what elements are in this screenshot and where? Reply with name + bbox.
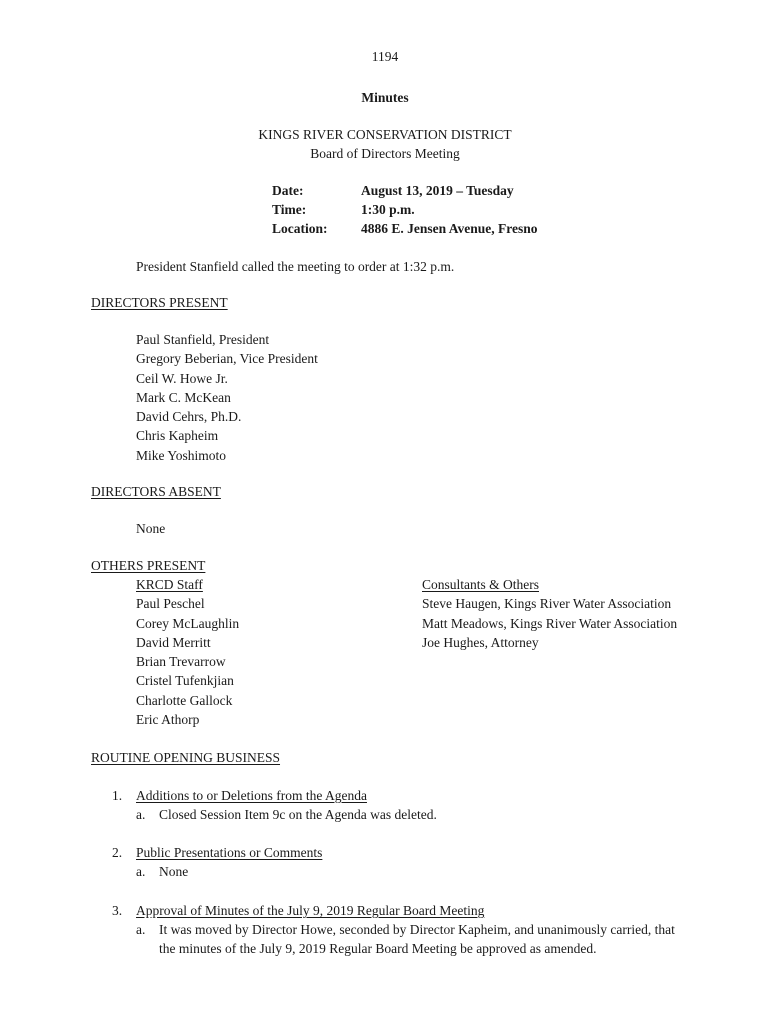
list-item: Paul Stanfield, President: [136, 332, 270, 347]
krcd-staff-list: [136, 575, 239, 729]
krcd-staff-heading: KRCD Staff: [136, 577, 203, 592]
others-present-heading: OTHERS PRESENT: [91, 558, 206, 573]
sub-item-letter: a.: [136, 922, 146, 937]
call-to-order: President Stanfield called the meeting to order at 1:32 p.m.: [136, 259, 455, 274]
list-item: None: [136, 521, 166, 536]
directors-present-list: [136, 330, 318, 465]
list-item: Joe Hughes, Attorney: [422, 634, 539, 650]
list-item: Ceil W. Howe Jr.: [136, 370, 228, 386]
list-item: Gregory Beberian, Vice President: [136, 351, 318, 367]
list-item: Mike Yoshimoto: [136, 447, 227, 463]
location-value: 4886 E. Jensen Avenue, Fresno: [361, 221, 538, 236]
list-item: Cristel Tufenkjian: [136, 673, 234, 689]
item-title: Additions to or Deletions from the Agenda: [136, 788, 367, 803]
list-item: Corey McLaughlin: [136, 615, 240, 631]
time-label: Time:: [272, 202, 307, 217]
document-title: Minutes: [361, 90, 409, 105]
date-label: Date:: [272, 183, 304, 198]
list-item: Mark C. McKean: [136, 389, 231, 405]
list-item: David Cehrs, Ph.D.: [136, 409, 242, 425]
page-number: 1194: [371, 49, 399, 64]
list-item: Steve Haugen, Kings River Water Association: [422, 596, 672, 612]
list-item: Chris Kapheim: [136, 428, 219, 444]
sub-item-letter: a.: [136, 807, 146, 822]
consultants-heading: Consultants & Others: [422, 577, 539, 592]
list-item: Brian Trevarrow: [136, 654, 226, 670]
item-title: Approval of Minutes of the July 9, 2019 Regular Board Meeting: [136, 903, 485, 918]
location-label: Location:: [272, 221, 328, 236]
sub-item-text: Closed Session Item 9c on the Agenda was deleted.: [159, 807, 437, 822]
item-number: 3.: [112, 903, 123, 918]
list-item: Eric Athorp: [136, 712, 200, 728]
sub-item-letter: a.: [136, 864, 146, 879]
sub-item-text: None: [159, 864, 189, 879]
consultants-list: [422, 575, 677, 652]
sub-item-text: It was moved by Director Howe, seconded by Director Kapheim, and unanimously carried, that: [159, 922, 675, 937]
routine-business-heading: ROUTINE OPENING BUSINESS: [91, 750, 281, 765]
sub-item-text: the minutes of the July 9, 2019 Regular Board Meeting be approved as amended.: [159, 941, 597, 956]
time-value: 1:30 p.m.: [361, 202, 415, 217]
list-item: David Merritt: [136, 634, 211, 650]
list-item: Paul Peschel: [136, 596, 205, 612]
organization-name: KINGS RIVER CONSERVATION DISTRICT: [258, 127, 512, 142]
directors-absent-heading: DIRECTORS ABSENT: [91, 484, 221, 499]
item-title: Public Presentations or Comments: [136, 845, 323, 860]
list-item: Matt Meadows, Kings River Water Association: [422, 615, 678, 631]
meeting-name: Board of Directors Meeting: [310, 146, 460, 161]
list-item: Charlotte Gallock: [136, 692, 233, 708]
item-number: 1.: [112, 788, 123, 803]
date-value: August 13, 2019 – Tuesday: [361, 183, 514, 198]
directors-present-heading: DIRECTORS PRESENT: [91, 295, 228, 310]
item-number: 2.: [112, 845, 123, 860]
